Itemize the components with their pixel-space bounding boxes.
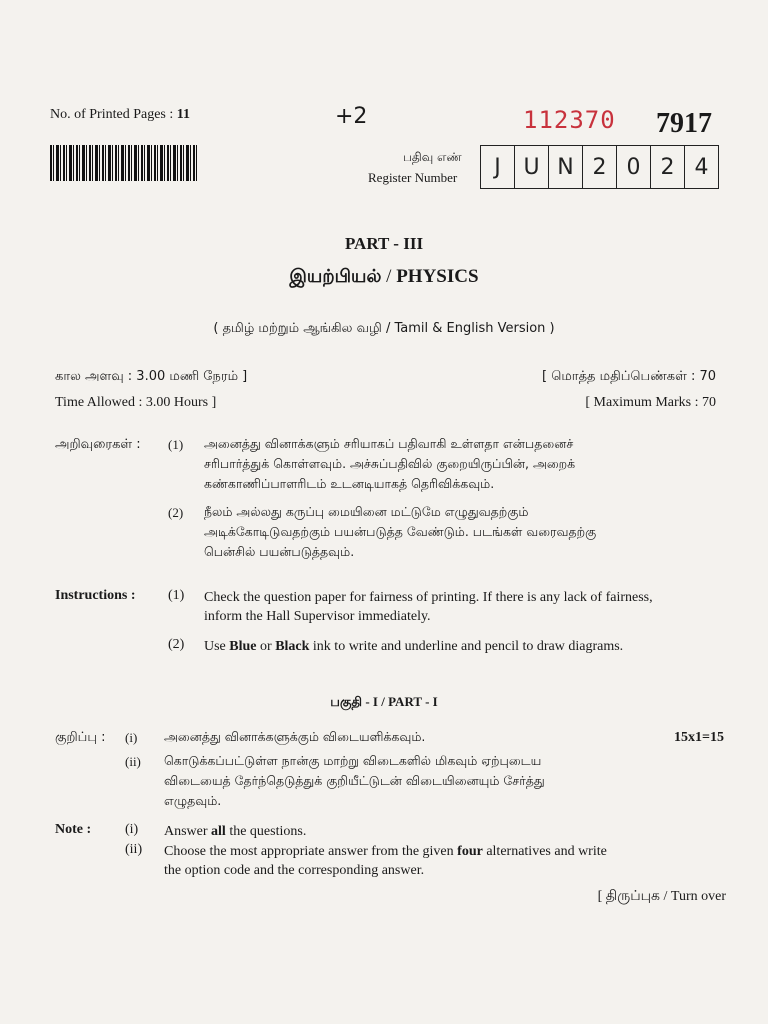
barcode (50, 145, 198, 181)
register-digit: N (549, 146, 583, 188)
note-text: the questions. (225, 824, 307, 839)
note-text: Choose the most appropriate answer from the given (164, 844, 458, 859)
note-text: alternatives and write (482, 844, 607, 859)
instruction-line: அடிக்கோடிடுவதற்கும் பயன்படுத்த வேண்டும். படங்கள் வரைவதற்கு (204, 524, 597, 539)
subject-english: PHYSICS (396, 266, 479, 287)
instruction-number: (2) (168, 637, 185, 652)
printed-pages-count: 11 (176, 107, 190, 122)
note-line: எழுதவும். (164, 793, 222, 808)
instruction-number: (1) (168, 588, 185, 603)
note-bold: all (211, 824, 226, 839)
register-digit: 4 (694, 154, 709, 180)
instruction-tamil-1 (204, 434, 575, 494)
note-tamil-2 (164, 751, 545, 811)
note-english-1 (164, 822, 306, 841)
register-label-english: Register Number (368, 170, 458, 185)
stamp-number: 112370 (523, 106, 616, 134)
instruction-line: பென்சில் பயன்படுத்தவும். (204, 544, 355, 559)
note-label-tamil: குறிப்பு : (55, 730, 106, 745)
note-line: விடையைத் தேர்ந்தெடுத்துக் குறியீட்டுடன் விடையினையும் சேர்த்து (164, 773, 545, 788)
instruction-bold: Blue (229, 639, 257, 654)
note-english-2 (164, 842, 607, 880)
part-title: PART - III (344, 234, 424, 253)
paper-code: 7917 (656, 108, 712, 139)
instruction-tamil-2 (204, 502, 596, 562)
instruction-bold: Black (275, 639, 310, 654)
note-line: கொடுக்கப்பட்டுள்ள நான்கு மாற்று விடைகளில் மிகவும் ஏற்புடைய (164, 753, 542, 768)
turn-over-label: [ திருப்புக / Turn over (597, 889, 726, 904)
register-digit: 2 (583, 146, 617, 188)
subject-tamil: இயற்பியல் (289, 266, 382, 287)
handwritten-mark: +2 (335, 104, 368, 129)
instruction-number: (1) (168, 437, 184, 452)
printed-pages-label (50, 107, 190, 123)
section-title: பகுதி - I / PART - I (330, 694, 438, 709)
note-text: Answer (164, 824, 212, 839)
note-bold: four (457, 844, 483, 859)
register-digit: U (515, 146, 549, 188)
max-marks-tamil: [ மொத்த மதிப்பெண்கள் : 70 (542, 369, 716, 384)
note-line (164, 842, 607, 861)
instruction-text: Use (204, 639, 230, 654)
register-digit: 0 (617, 146, 651, 188)
max-marks-english: [ Maximum Marks : 70 (585, 395, 716, 410)
section-score: 15x1=15 (674, 730, 724, 745)
note-tamil-1: அனைத்து வினாக்களுக்கும் விடையளிக்கவும். (164, 729, 426, 744)
instruction-line: நீலம் அல்லது கருப்பு மையினை மட்டுமே எழுதுவதற்கும் (204, 504, 529, 519)
instructions-label-english: Instructions : (55, 588, 136, 603)
instruction-number: (2) (168, 505, 184, 520)
instruction-line: inform the Hall Supervisor immediately. (204, 609, 431, 624)
printed-pages-text: No. of Printed Pages : (50, 107, 174, 122)
note-line: the option code and the corresponding answer. (164, 863, 425, 878)
medium-version: ( தமிழ் மற்றும் ஆங்கில வழி / Tamil & English Version ) (213, 321, 555, 336)
instruction-english-2 (204, 637, 623, 656)
register-digit: J (481, 146, 515, 188)
register-label-tamil: பதிவு எண் (403, 150, 462, 164)
instruction-text: ink to write and underline and pencil to draw diagrams. (309, 639, 624, 654)
instruction-line: Check the question paper for fairness of printing. If there is any lack of fairness, (204, 590, 653, 605)
instruction-line: சரிபார்த்துக் கொள்ளவும். அச்சுப்பதிவில் குறையிருப்பின், அறைக் (204, 456, 576, 471)
instruction-line: அனைத்து வினாக்களும் சரியாகப் பதிவாகி உள்ளதா என்பதனைச் (204, 436, 574, 451)
instruction-text: or (256, 639, 276, 654)
note-label-english: Note : (55, 822, 92, 837)
subject-title (0, 266, 768, 289)
instruction-english-1 (204, 588, 653, 626)
note-number: (i) (125, 730, 138, 745)
register-digit: 2 (651, 146, 685, 188)
instruction-line: கண்காணிப்பாளரிடம் உடனடியாகத் தெரிவிக்கவும். (204, 476, 495, 491)
instructions-label-tamil: அறிவுரைகள் : (55, 437, 141, 452)
time-allowed-tamil: கால அளவு : 3.00 மணி நேரம் ] (55, 369, 248, 384)
subject-separator: / (381, 266, 397, 287)
note-number: (ii) (125, 842, 143, 857)
time-allowed-english: Time Allowed : 3.00 Hours ] (55, 395, 217, 410)
note-number: (i) (125, 822, 139, 837)
note-number: (ii) (125, 754, 141, 769)
register-number-boxes[interactable] (480, 145, 719, 189)
